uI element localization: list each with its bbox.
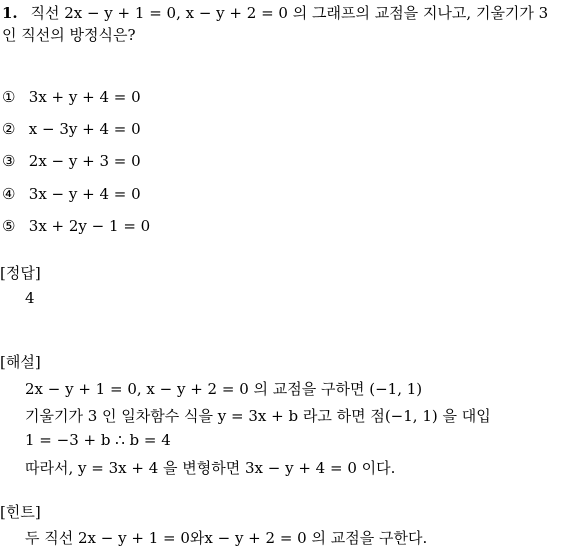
question-block [2, 2, 548, 23]
choice-text: 3x + 2y − 1 = 0 [28, 217, 151, 235]
choice-mark: ③ [2, 152, 16, 170]
question-text-line2: 인 직선의 방정식은? [2, 26, 136, 44]
choice-text: 3x + y + 4 = 0 [28, 88, 141, 106]
answer-heading: [정답] [0, 264, 41, 282]
choice-3 [2, 152, 141, 170]
explanation-line: 1 = −3 + b ∴ b = 4 [25, 431, 171, 449]
question-number: 1. [2, 4, 18, 22]
explanation-line: 따라서, y = 3x + 4 을 변형하면 3x − y + 4 = 0 이다. [25, 459, 396, 477]
question-text-line1: 직선 2x − y + 1 = 0, x − y + 2 = 0 의 그래프의 교점을 지나고, 기울기가 3 [30, 4, 549, 22]
hint-text: 두 직선 2x − y + 1 = 0와x − y + 2 = 0 의 교점을 구한다. [25, 529, 428, 547]
choice-4 [2, 185, 141, 203]
explanation-line: 기울기가 3 인 일차함수 식을 y = 3x + b 라고 하면 점(−1, 1) 을 대입 [25, 407, 491, 425]
choice-text: 3x − y + 4 = 0 [28, 185, 141, 203]
hint-heading: [힌트] [0, 503, 41, 521]
choice-1 [2, 88, 141, 106]
choice-mark: ② [2, 120, 16, 138]
choice-mark: ① [2, 88, 16, 106]
answer-value: 4 [25, 289, 35, 307]
choice-mark: ⑤ [2, 217, 16, 235]
choice-mark: ④ [2, 185, 16, 203]
explanation-heading: [해설] [0, 353, 41, 371]
choice-text: x − 3y + 4 = 0 [28, 120, 141, 138]
explanation-line: 2x − y + 1 = 0, x − y + 2 = 0 의 교점을 구하면 (−1, 1) [25, 380, 423, 398]
choice-text: 2x − y + 3 = 0 [28, 152, 141, 170]
choice-5 [2, 217, 150, 235]
choice-2 [2, 120, 141, 138]
